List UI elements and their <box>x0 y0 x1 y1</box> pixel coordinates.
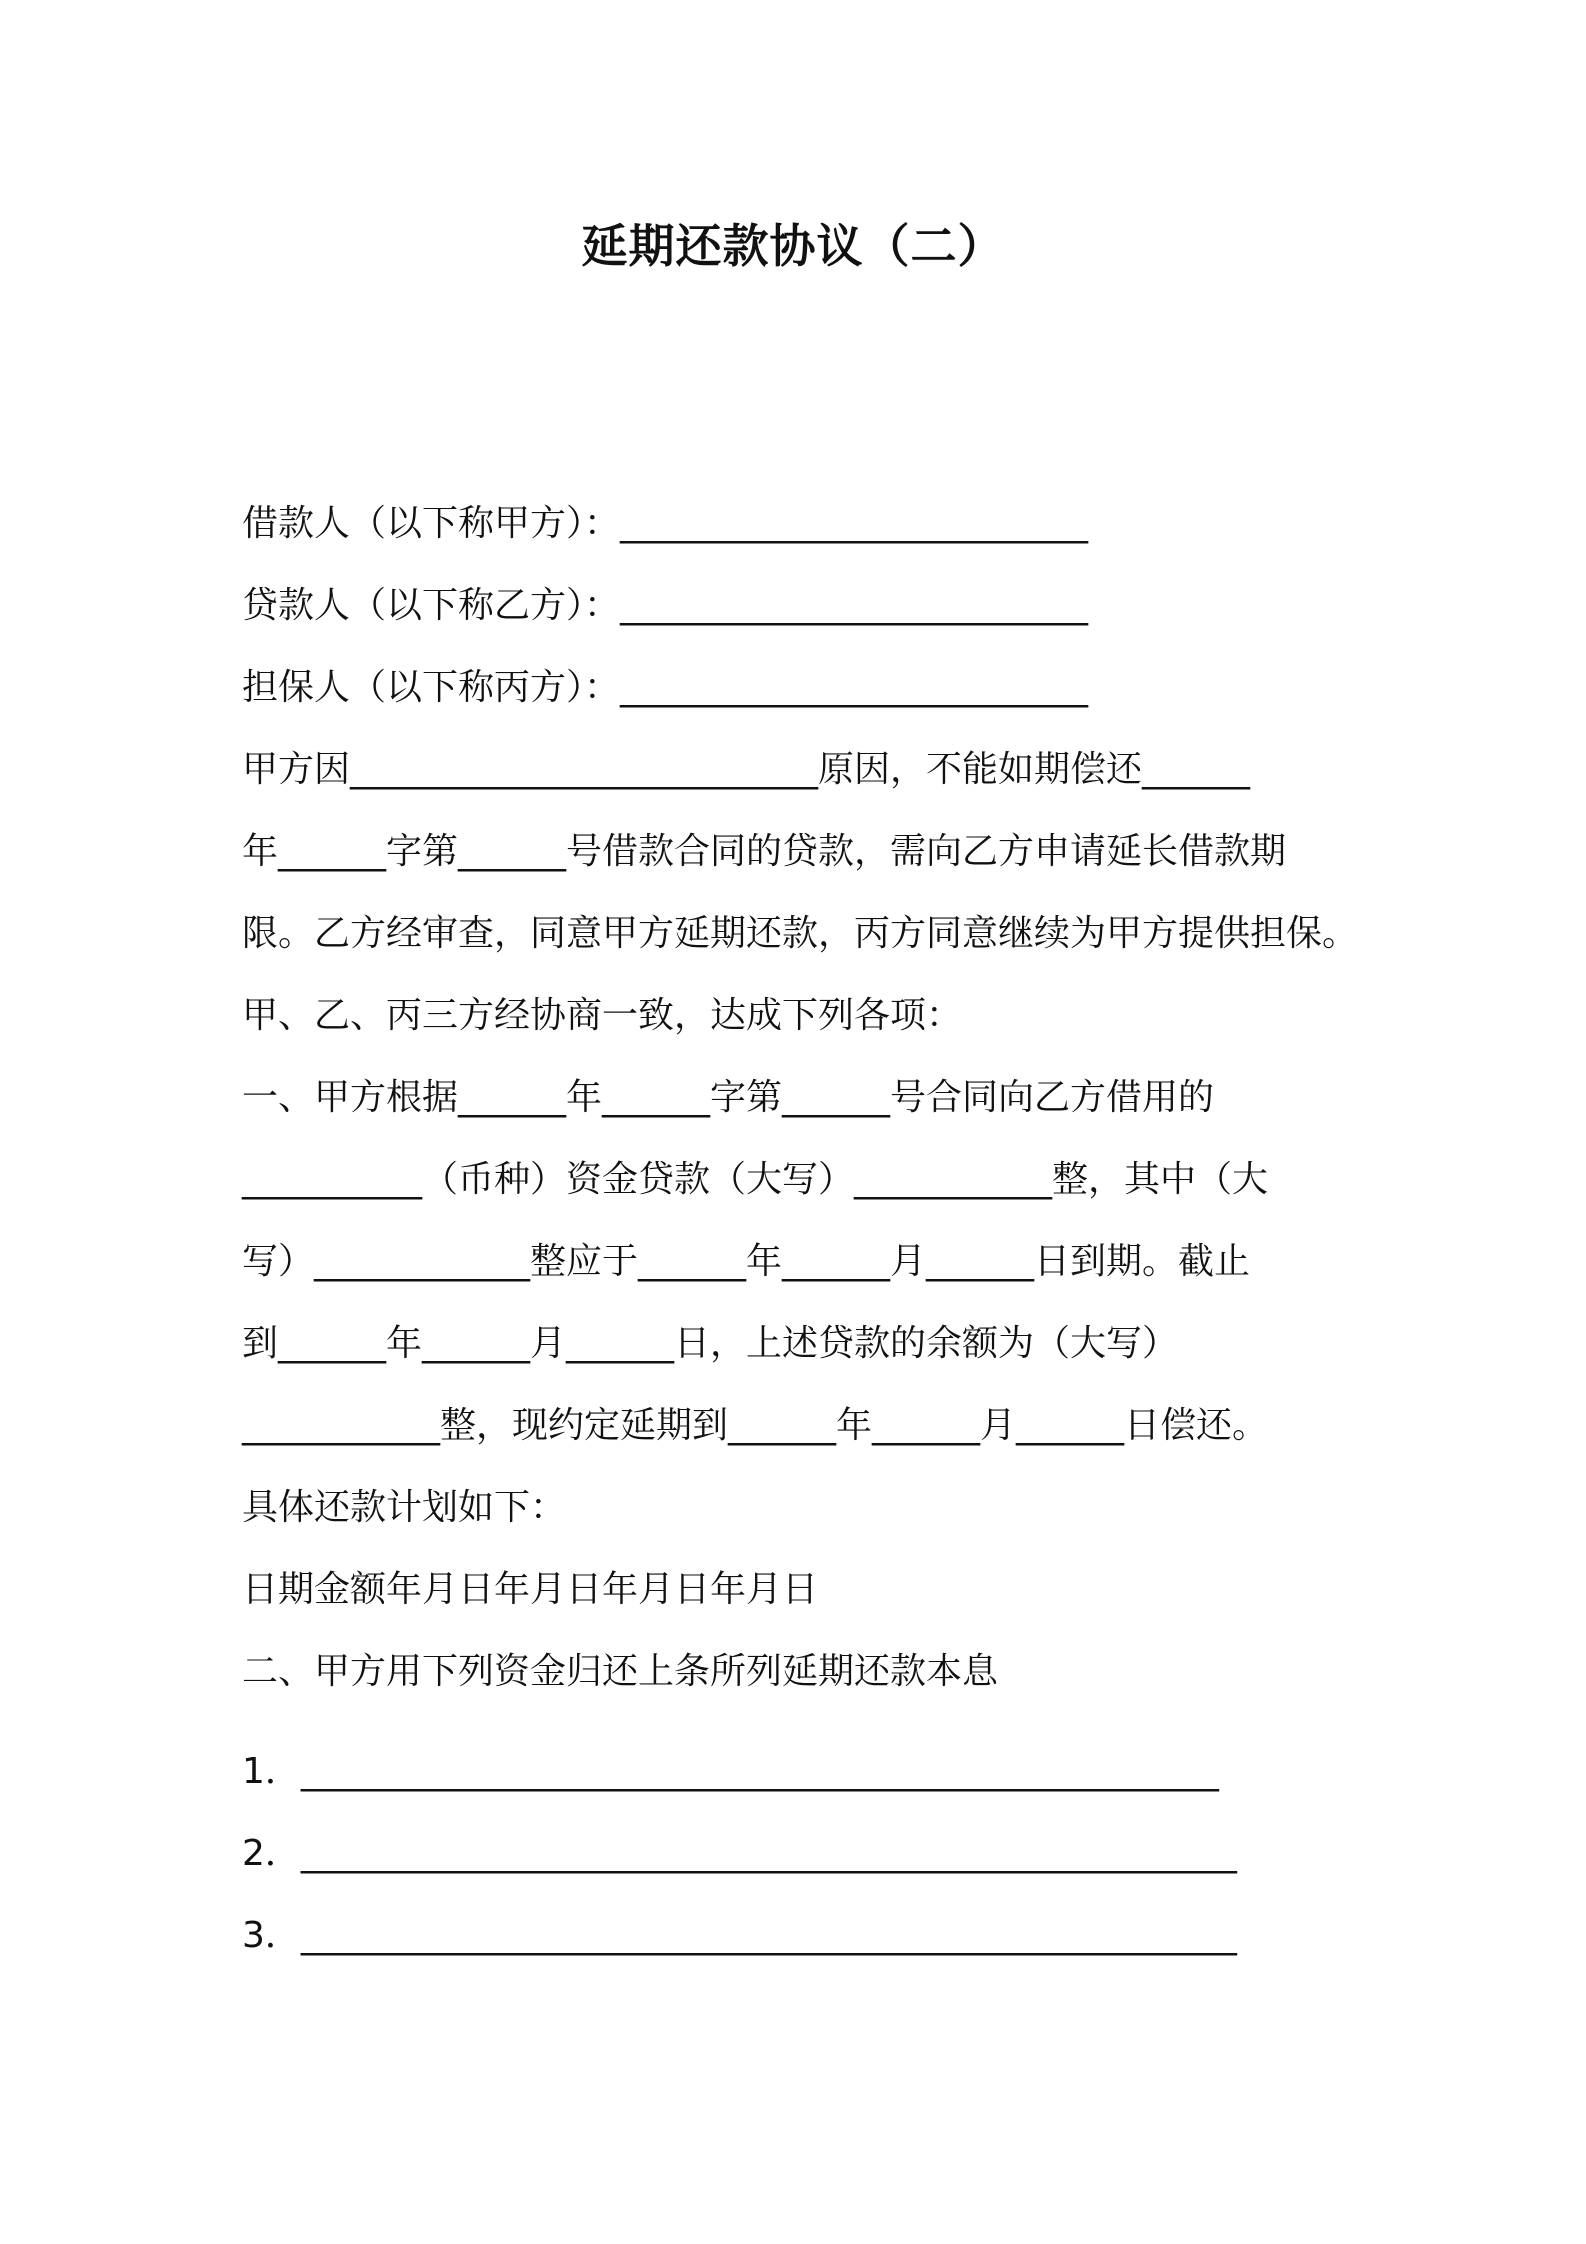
fund-item-3: 3．____________________________________________________ <box>242 1915 1237 1956</box>
repayment-plan-heading: 具体还款计划如下： <box>242 1487 567 1528</box>
clause-one-line: __________（币种）资金贷款（大写）___________整，其中（大 <box>242 1159 1269 1200</box>
lender-line: 贷款人（以下称乙方）：__________________________ <box>242 585 1089 626</box>
guarantor-line: 担保人（以下称丙方）：__________________________ <box>242 667 1089 708</box>
borrower-line: 借款人（以下称甲方）：__________________________ <box>242 503 1089 544</box>
clause-one-line: 到______年______月______日，上述贷款的余额为（大写） <box>242 1323 1179 1364</box>
fund-item-1: 1．___________________________________________________ <box>242 1751 1219 1792</box>
paragraph-line: 年______字第______号借款合同的贷款，需向乙方申请延长借款期 <box>242 831 1287 872</box>
paragraph-line: 限。乙方经审查，同意甲方延期还款，丙方同意继续为甲方提供担保。 <box>242 913 1359 954</box>
paragraph-line: 甲方因__________________________原因，不能如期偿还______ <box>242 749 1251 790</box>
agreement-intro-line: 甲、乙、丙三方经协商一致，达成下列各项： <box>242 995 963 1036</box>
document-title: 延期还款协议（二） <box>581 219 1005 273</box>
clause-one-line: 一、甲方根据______年______字第______号合同向乙方借用的 <box>242 1077 1215 1118</box>
repayment-plan-row: 日期金额年月日年月日年月日年月日 <box>242 1569 819 1610</box>
clause-one-line: 写）____________整应于______年______月______日到期。截止 <box>242 1241 1251 1282</box>
fund-item-2: 2．____________________________________________________ <box>242 1833 1237 1874</box>
clause-two-line: 二、甲方用下列资金归还上条所列延期还款本息 <box>242 1651 999 1692</box>
clause-one-line: ___________整，现约定延期到______年______月______日偿还。 <box>242 1405 1269 1446</box>
